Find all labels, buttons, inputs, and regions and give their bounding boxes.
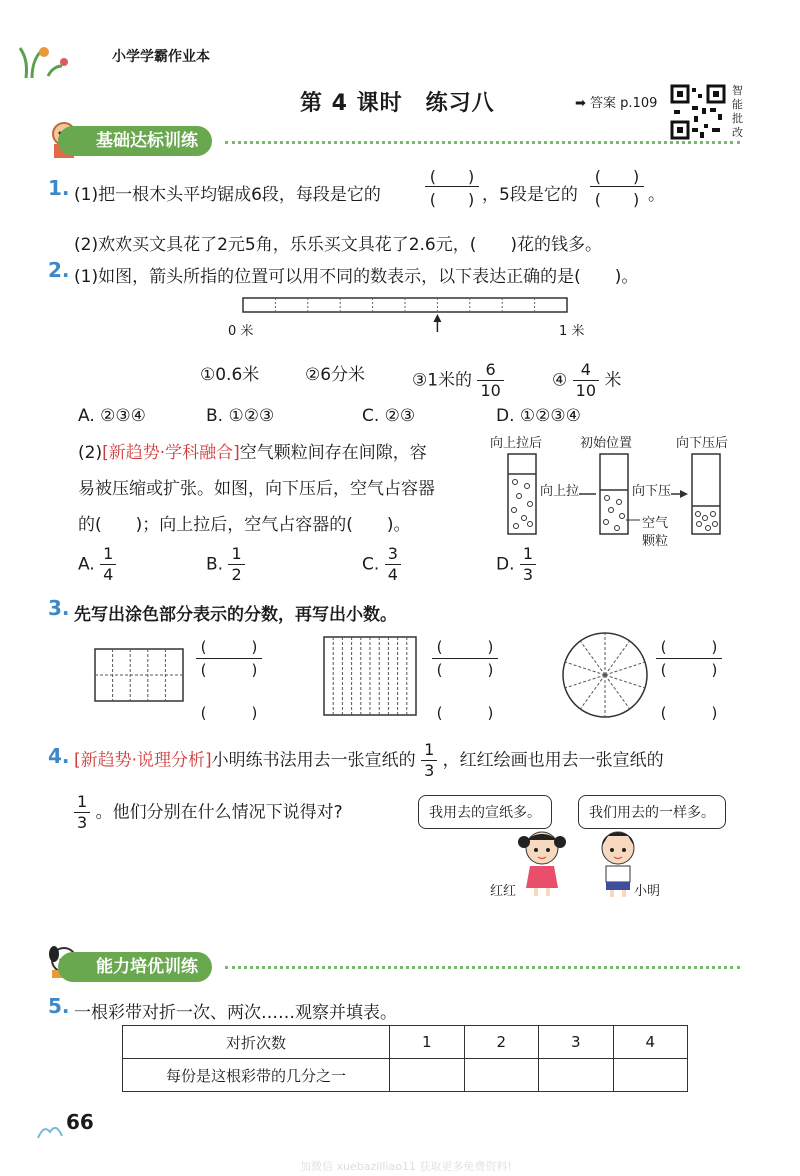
fraction: $\frac{4}{10}$: [573, 360, 599, 401]
q1-part2-text: (2)欢欢买文具花了2元5角，乐乐买文具花了2.6元，( )花的钱多。: [74, 235, 603, 255]
q1-part1-end: 。: [648, 185, 665, 205]
choice-d[interactable]: D. ①②③④: [496, 406, 581, 426]
fraction: $\frac{1}{3}$: [74, 792, 90, 833]
fraction: $\frac{1}{2}$: [228, 544, 244, 585]
fraction: $\frac{6}{10}$: [477, 360, 503, 401]
arrow-right-icon: [680, 490, 688, 498]
topic-tag: [新趋势·学科融合]: [102, 443, 240, 463]
question-number: 3.: [48, 596, 70, 620]
q4-line2: $\frac{1}{3}$ 。他们分别在什么情况下说得对?: [74, 792, 343, 833]
table-cell: 2: [464, 1026, 539, 1059]
choice-c[interactable]: C. ②③: [362, 406, 416, 426]
label-pulled-up: 向上拉后: [490, 436, 543, 451]
table-cell: 1: [390, 1026, 465, 1059]
answer-reference: [575, 92, 657, 111]
choice-c[interactable]: C. $\frac{3}{4}$: [362, 544, 401, 585]
answer-cell[interactable]: [539, 1059, 614, 1092]
label-pushed-down: 向下压后: [676, 436, 729, 451]
option-4: ④ $\frac{4}{10}$ 米: [552, 360, 622, 400]
lesson-title: 第 4 课时 练习八: [300, 91, 495, 116]
q2-part1-text: (1)如图，箭头所指的位置可以用不同的数表示，以下表达正确的是( )。: [74, 267, 639, 287]
section-banner-basic: 基础达标训练: [58, 126, 212, 156]
fraction-blank[interactable]: ( ) ( ): [425, 164, 479, 209]
section-divider: [225, 141, 740, 144]
label-initial: 初始位置: [580, 436, 633, 451]
girl-character-icon: [512, 826, 572, 898]
fraction: $\frac{1}{3}$: [520, 544, 536, 585]
ruler-bar: [243, 298, 567, 312]
decimal-answer-blank[interactable]: ( ): [660, 704, 718, 722]
option-2: ②6分米: [305, 365, 366, 385]
book-title: 小学学霸作业本: [112, 49, 210, 65]
speech-bubble-left: 我用去的宣纸多。: [418, 795, 552, 829]
option-3: ③1米的 $\frac{6}{10}$: [412, 360, 504, 401]
fraction: $\frac{1}{3}$: [421, 740, 437, 781]
decimal-answer-blank[interactable]: ( ): [436, 704, 494, 722]
answer-cell[interactable]: [464, 1059, 539, 1092]
arrow-right-icon: ➡: [575, 96, 586, 111]
folding-table: [122, 1025, 688, 1092]
choice-a[interactable]: A. ②③④: [78, 406, 146, 426]
qr-code-icon[interactable]: [670, 84, 726, 140]
answer-cell[interactable]: [390, 1059, 465, 1092]
choice-a[interactable]: A. $\frac{1}{4}$: [78, 544, 116, 585]
label-push-down-arrow: 向下压: [632, 480, 671, 499]
fraction-answer-blank[interactable]: ( ) ( ): [432, 636, 498, 681]
fraction-answer-blank[interactable]: ( ) ( ): [196, 636, 262, 681]
q2-part2-line3: 的( )；向上拉后，空气占容器的( )。: [78, 515, 411, 535]
topic-tag: [新趋势·说理分析]: [74, 750, 212, 771]
q1-part1-text-a: (1)把一根木头平均锯成6段，每段是它的: [74, 185, 381, 205]
question-number: 2.: [48, 258, 70, 282]
air-particle-label-2: 颗粒: [642, 534, 669, 549]
choice-d[interactable]: D. $\frac{1}{3}$: [496, 544, 536, 585]
section-divider: [225, 966, 740, 969]
fraction-answer-blank[interactable]: ( ) ( ): [656, 636, 722, 681]
circle-sectors-figure: [560, 630, 650, 720]
table-row: [123, 1026, 688, 1059]
choice-b[interactable]: B. ①②③: [206, 406, 275, 426]
container-diagram: [500, 448, 750, 552]
section-banner-advanced: 能力培优训练: [58, 952, 212, 982]
q4-line1: [新趋势·说理分析]小明练书法用去一张宣纸的 $\frac{1}{3}$ ，红红绘画也用去一张宣纸的: [74, 740, 664, 780]
table-header-cell: 每份是这根彩带的几分之一: [123, 1059, 390, 1092]
page-number: 66: [66, 1110, 94, 1134]
q2-part2-line1: (2)[新趋势·学科融合]空气颗粒间存在间隙，容: [78, 443, 427, 463]
fraction-blank[interactable]: ( ) ( ): [590, 164, 644, 209]
decimal-answer-blank[interactable]: ( ): [200, 704, 258, 722]
q2-part2-line2: 易被压缩或扩张。如图，向下压后，空气占容器: [78, 479, 435, 499]
answer-cell[interactable]: [613, 1059, 688, 1092]
q5-text: 一根彩带对折一次、两次……观察并填表。: [74, 1003, 397, 1023]
rectangle-grid-figure: [94, 648, 184, 702]
choice-b[interactable]: B. $\frac{1}{2}$: [206, 544, 245, 585]
answer-reference-text: 答案 p.109: [590, 96, 658, 111]
footer-watermark: 加微信 xuebazilliao11 获取更多免费资料!: [300, 1160, 512, 1173]
table-cell: 4: [613, 1026, 688, 1059]
option-1: ①0.6米: [200, 365, 260, 385]
q1-part1-text-b: ，5段是它的: [482, 185, 578, 205]
leaf-decoration-icon: [18, 40, 73, 80]
table-cell: 3: [539, 1026, 614, 1059]
fraction: $\frac{1}{4}$: [100, 544, 116, 585]
q3-text: 先写出涂色部分表示的分数，再写出小数。: [74, 605, 397, 625]
speech-bubble-right: 我们用去的一样多。: [578, 795, 726, 829]
qr-side-label: 智 能 批 改: [732, 84, 743, 139]
ruler-start-label: 0 米: [228, 324, 254, 339]
fraction: $\frac{3}{4}$: [385, 544, 401, 585]
ruler-diagram: [225, 292, 585, 340]
name-label-right: 小明: [634, 884, 661, 899]
question-number: 4.: [48, 744, 70, 768]
table-header-cell: 对折次数: [123, 1026, 390, 1059]
label-pull-up-arrow: 向上拉: [540, 480, 579, 499]
ruler-end-label: 1 米: [559, 324, 585, 339]
air-particle-label-1: 空气: [642, 516, 669, 531]
wave-decoration-icon: [36, 1120, 64, 1140]
name-label-left: 红红: [490, 884, 517, 899]
question-number: 5.: [48, 994, 70, 1018]
question-number: 1.: [48, 176, 70, 200]
table-row: [123, 1059, 688, 1092]
striped-square-figure: [323, 636, 417, 716]
arrow-up-icon: [433, 314, 441, 322]
